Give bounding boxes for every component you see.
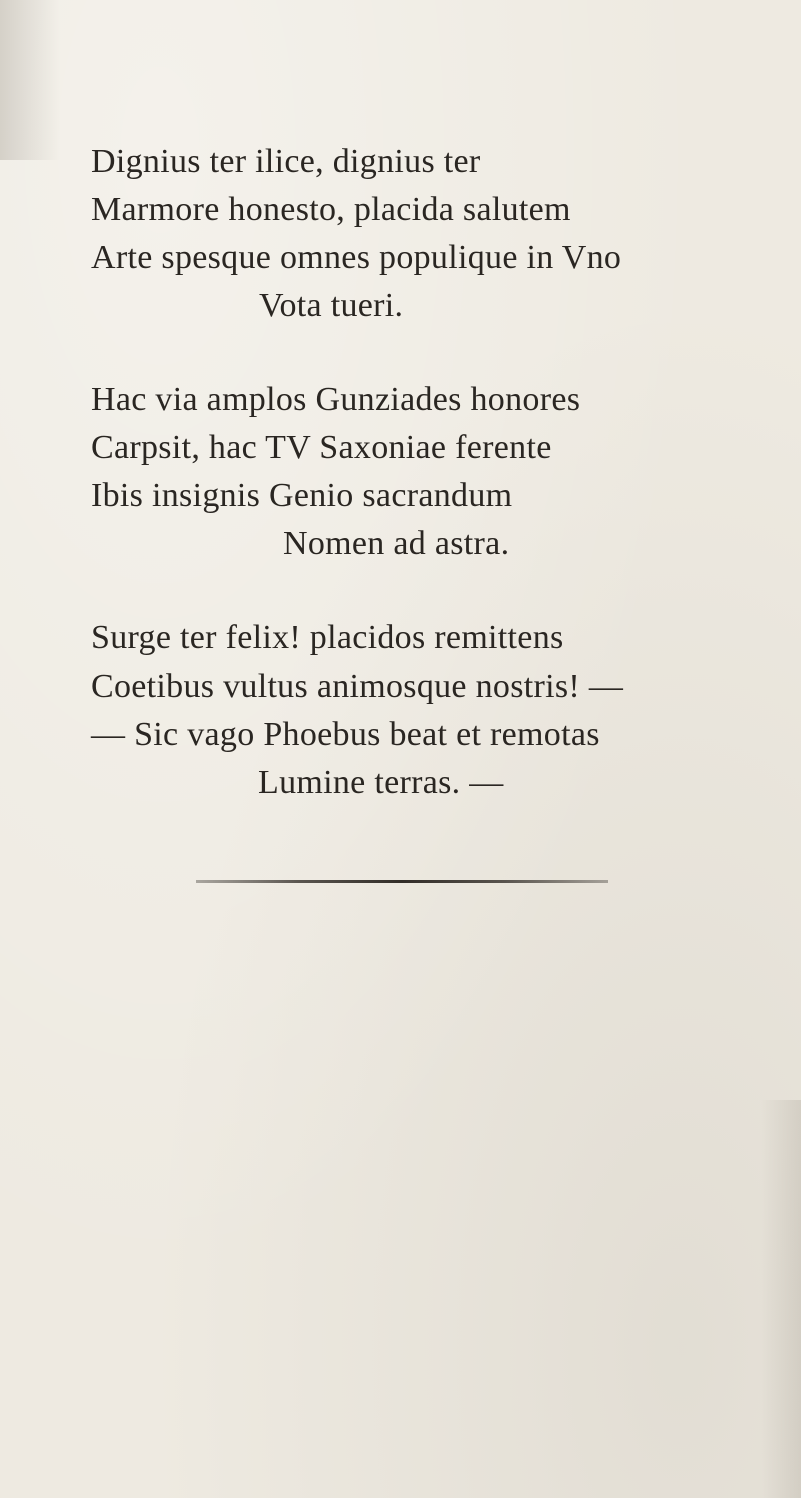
verse-line-short: Lumine terras. — [258, 764, 504, 801]
verse-line: Hac via amplos Gunziades honores [91, 381, 581, 418]
verse-line-short: Nomen ad astra. [283, 525, 510, 562]
verse-line: Ibis insignis Genio sacrandum [91, 477, 513, 514]
verse-line-short: Vota tueri. [259, 287, 404, 324]
page-edge-shadow [0, 0, 60, 160]
verse-line: Carpsit, hac TV Saxoniae ferente [91, 429, 552, 466]
verse-line: — Sic vago Phoebus beat et remotas [91, 716, 600, 753]
verse-line: Coetibus vultus animosque nostris! — [91, 668, 624, 705]
verse-line: Dignius ter ilice, dignius ter [91, 143, 481, 180]
verse-line: Arte spesque omnes populique in Vno [91, 239, 622, 276]
verse-line: Marmore honesto, placida salutem [91, 191, 571, 228]
ornamental-rule [196, 880, 608, 883]
page-edge-shadow-right [761, 1100, 801, 1498]
verse-line: Surge ter felix! placidos remittens [91, 619, 564, 656]
